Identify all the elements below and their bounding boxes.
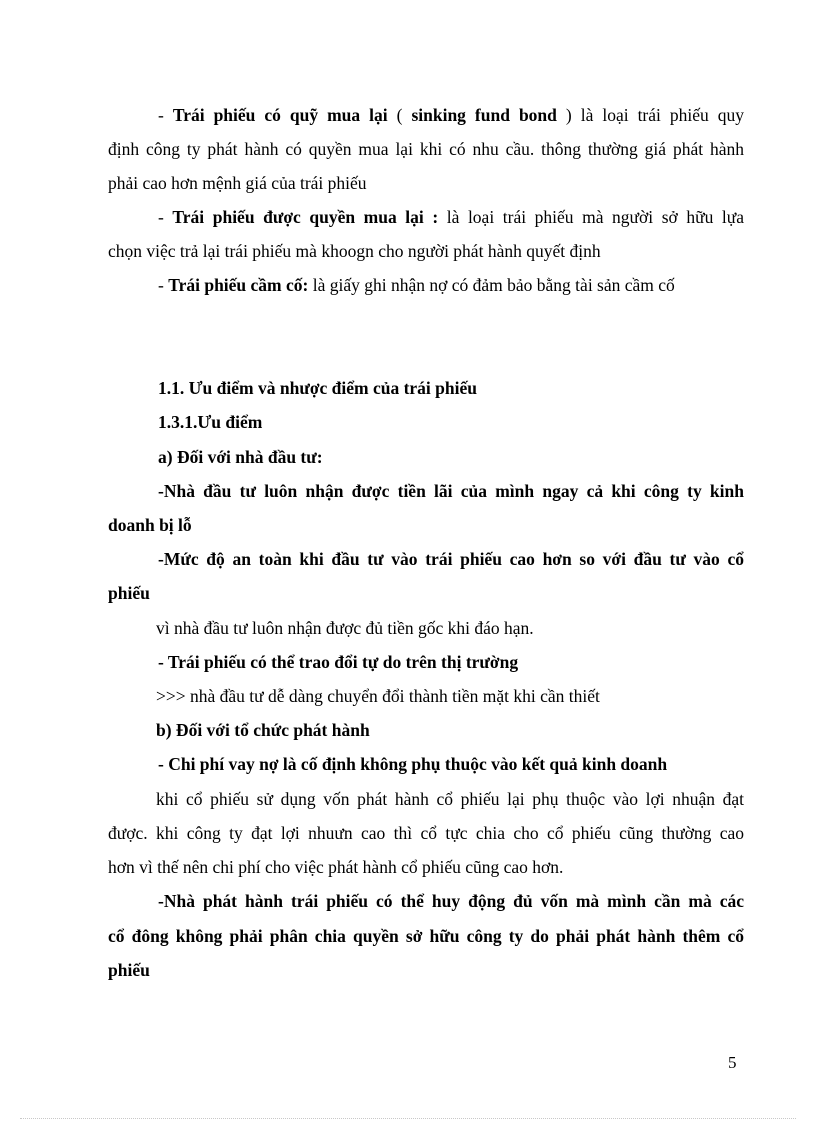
investor-point-1-cont: doanh bị lỗ [108, 515, 192, 535]
issuer-text-2: được. khi công ty đạt lợi nhuưn cao thì cổ tực chia cho cổ phiếu cũng thường cao [108, 823, 744, 843]
sinking-fund-line-2: định công ty phát hành có quyền mua lại khi có nhu cầu. thông thường giá phát hành [108, 139, 744, 159]
issuer-text-1: khi cổ phiếu sử dụng vốn phát hành cổ phiếu lại phụ thuộc vào lợi nhuận đạt [156, 789, 744, 809]
callable-bond-title: Trái phiếu được quyền mua lại : [172, 207, 439, 227]
investor-point-3: - Trái phiếu có thể trao đổi tự do trên thị trường [158, 652, 519, 672]
investor-point-2: -Mức độ an toàn khi đầu tư vào trái phiếu cao hơn so với đầu tư vào cổ [158, 549, 744, 569]
sinking-fund-title: Trái phiếu có quỹ mua lại [172, 105, 388, 125]
investor-point-1: -Nhà đầu tư luôn nhận được tiền lãi của mình ngay cả khi công ty kinh [158, 481, 744, 501]
issuer-point-2-cont: cổ đông không phải phân chia quyền sở hữu công ty do phải phát hành thêm cổ [108, 926, 744, 946]
issuer-point-2: -Nhà phát hành trái phiếu có thể huy động đủ vốn mà mình cần mà các [158, 891, 744, 911]
issuer-heading: b) Đối với tổ chức phát hành [156, 720, 370, 740]
callable-bond-line-1: - Trái phiếu được quyền mua lại : là loại trái phiếu mà người sở hữu lựa [158, 207, 745, 227]
investor-heading: a) Đối với nhà đầu tư: [158, 447, 323, 467]
mortgage-bond-title: Trái phiếu cầm cố: [168, 275, 309, 295]
section-heading: 1.1. Ưu điểm và nhược điểm của trái phiếu [158, 378, 477, 398]
investor-point-2-cont: phiếu [108, 583, 150, 603]
mortgage-bond-line: - Trái phiếu cầm cố: là giấy ghi nhận nợ có đảm bảo bằng tài sản cầm cố [158, 275, 675, 295]
sinking-fund-line-1: - Trái phiếu có quỹ mua lại ( sinking fund bond ) là loại trái phiếu quy [158, 105, 745, 125]
sinking-fund-line-3: phải cao hơn mệnh giá của trái phiếu [108, 173, 367, 193]
investor-point-3-note: >>> nhà đầu tư dễ dàng chuyển đổi thành tiền mặt khi cần thiết [156, 686, 600, 706]
footer-divider [20, 1118, 796, 1119]
callable-bond-line-2: chọn việc trả lại trái phiếu mà khoogn cho người phát hành quyết định [108, 241, 601, 261]
issuer-point-1: - Chi phí vay nợ là cố định không phụ thuộc vào kết quả kinh doanh [158, 754, 668, 774]
page-number: 5 [728, 1053, 737, 1072]
sinking-fund-english: sinking fund bond [411, 105, 557, 125]
investor-point-2-note: vì nhà đầu tư luôn nhận được đủ tiền gốc khi đáo hạn. [156, 618, 534, 638]
issuer-text-3: hơn vì thế nên chi phí cho việc phát hành cổ phiếu cũng cao hơn. [108, 857, 564, 877]
subsection-heading: 1.3.1.Ưu điểm [158, 412, 263, 432]
issuer-point-2-end: phiếu [108, 960, 150, 980]
